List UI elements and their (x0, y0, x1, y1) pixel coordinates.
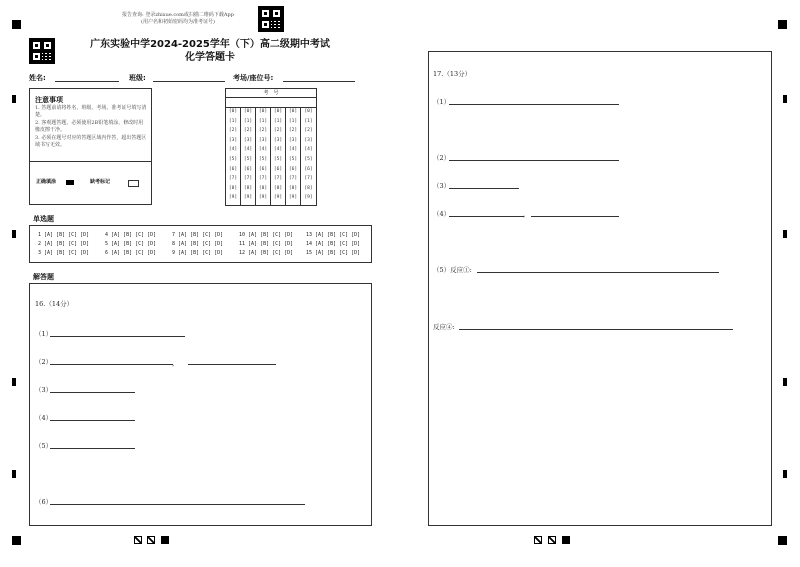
q17-part-4-blank-b[interactable] (531, 216, 619, 217)
page-title-line2: 化学答题卡 (185, 52, 235, 63)
exam-digit-bubble[interactable]: [6] (228, 166, 238, 172)
app-qr-code (258, 6, 284, 32)
timing-mark (12, 95, 16, 103)
exam-digit-bubble[interactable]: [6] (304, 166, 313, 172)
single-choice-question[interactable]: 6 [A] [B] [C] [D] (105, 250, 157, 256)
timing-mark (783, 230, 787, 238)
single-choice-question[interactable]: 3 [A] [B] [C] [D] (38, 250, 90, 256)
exam-digit-bubble[interactable]: [1] (304, 118, 313, 124)
exam-number-column (271, 107, 286, 205)
single-choice-question[interactable]: 13 [A] [B] [C] [D] (306, 232, 361, 238)
q16-part-3-blank[interactable] (50, 392, 135, 393)
exam-digit-bubble[interactable]: [2] (304, 128, 313, 134)
page-code-mark (562, 536, 570, 544)
registration-mark (12, 536, 21, 545)
exam-digit-bubble[interactable]: [3] (258, 137, 268, 143)
exam-digit-bubble[interactable]: [9] (228, 195, 238, 201)
q16-part-2-blank-b[interactable] (188, 364, 276, 365)
exam-digit-bubble[interactable]: [5] (228, 156, 238, 162)
exam-digit-bubble[interactable]: [9] (304, 195, 313, 201)
notice-item: 2. 客观题答题，必须使用2B铅笔填涂，修改时用橡皮擦干净。 (35, 120, 144, 133)
exam-digit-bubble[interactable]: [5] (243, 156, 253, 162)
exam-digit-bubble[interactable]: [0] (243, 109, 253, 114)
page-code-mark (548, 536, 556, 544)
single-choice-row (38, 250, 368, 259)
exam-digit-bubble[interactable]: [2] (228, 128, 238, 134)
timing-mark (783, 95, 787, 103)
q17-part-1-blank[interactable] (449, 104, 619, 105)
room-seat-field[interactable] (283, 81, 355, 82)
q16-part-1-label: （1） (35, 330, 53, 338)
single-choice-question[interactable]: 15 [A] [B] [C] [D] (306, 250, 361, 256)
exam-digit-bubble[interactable]: [3] (288, 137, 298, 143)
exam-digit-bubble[interactable]: [7] (258, 176, 268, 182)
exam-digit-bubble[interactable]: [0] (273, 109, 283, 114)
single-choice-question[interactable]: 1 [A] [B] [C] [D] (38, 232, 90, 238)
exam-digit-bubble[interactable]: [8] (273, 185, 283, 191)
exam-digit-bubble[interactable]: [5] (288, 156, 298, 162)
exam-digit-bubble[interactable]: [0] (228, 109, 238, 114)
report-notice-line2: (用户名和初始密码均为准考证号) (141, 19, 215, 25)
exam-digit-bubble[interactable]: [7] (243, 176, 253, 182)
sheet-qr-code (29, 38, 55, 64)
name-field[interactable] (55, 81, 119, 82)
q16-part-4-blank[interactable] (50, 420, 135, 421)
exam-number-column (286, 107, 301, 205)
exam-digit-bubble[interactable]: [8] (228, 185, 238, 191)
report-notice (108, 12, 248, 26)
q16-part-3-label: （3） (35, 386, 53, 394)
page-title-line1: 广东实验中学2024-2025学年（下）高二级期中考试 (90, 39, 330, 50)
exam-number-columns (226, 107, 316, 205)
q16-part-2-label: （2） (35, 358, 53, 366)
q17-reaction4-label: 反应④: (433, 323, 455, 331)
exam-digit-bubble[interactable]: [6] (243, 166, 253, 172)
exam-digit-bubble[interactable]: [4] (258, 147, 268, 153)
exam-digit-bubble[interactable]: [0] (258, 109, 268, 114)
q17-part-5-blank[interactable] (477, 272, 719, 273)
registration-mark (778, 536, 787, 545)
exam-digit-bubble[interactable]: [2] (258, 128, 268, 134)
exam-digit-bubble[interactable]: [4] (304, 147, 313, 153)
exam-digit-bubble[interactable]: [2] (243, 128, 253, 134)
notice-heading: 注意事项 (35, 96, 63, 104)
page-code-mark (161, 536, 169, 544)
registration-mark (778, 20, 787, 29)
q17-answer-box (428, 51, 772, 526)
exam-digit-bubble[interactable]: [7] (288, 176, 298, 182)
q17-part-4-blank-a[interactable] (449, 216, 524, 217)
room-seat-label: 考场/座位号: (233, 74, 274, 82)
exam-digit-bubble[interactable]: [9] (288, 195, 298, 201)
absent-mark-label: 缺考标记 (90, 179, 111, 185)
exam-digit-bubble[interactable]: [7] (273, 176, 283, 182)
single-choice-question[interactable]: 14 [A] [B] [C] [D] (306, 241, 361, 247)
exam-digit-bubble[interactable]: [1] (228, 118, 238, 124)
exam-digit-bubble[interactable]: [4] (288, 147, 298, 153)
exam-digit-bubble[interactable]: [9] (273, 195, 283, 201)
q16-part-5-label: （5） (35, 442, 53, 450)
exam-digit-bubble[interactable]: [9] (258, 195, 268, 201)
q17-part-2-label: （2） (433, 154, 451, 162)
single-choice-question[interactable]: 4 [A] [B] [C] [D] (105, 232, 157, 238)
single-choice-grid (38, 232, 368, 259)
exam-digit-bubble[interactable]: [2] (273, 128, 283, 134)
q16-answer-box (29, 283, 372, 526)
correct-fill-label: 正确填涂 (36, 179, 57, 185)
class-label: 班级: (129, 74, 146, 82)
exam-digit-bubble[interactable]: [1] (243, 118, 253, 124)
single-choice-question[interactable]: 2 [A] [B] [C] [D] (38, 241, 90, 247)
exam-number-column (256, 107, 271, 205)
exam-digit-bubble[interactable]: [3] (228, 137, 238, 143)
q17-part-4-label: （4） (433, 210, 451, 218)
timing-mark (12, 470, 16, 478)
page-code-mark (134, 536, 142, 544)
exam-digit-bubble[interactable]: [7] (228, 176, 238, 182)
notice-list (35, 105, 147, 149)
q16-part-2-comma: ， (172, 359, 179, 367)
exam-digit-bubble[interactable]: [3] (304, 137, 313, 143)
class-field[interactable] (153, 81, 225, 82)
exam-number-column (241, 107, 256, 205)
exam-digit-bubble[interactable]: [1] (273, 118, 283, 124)
exam-digit-bubble[interactable]: [8] (258, 185, 268, 191)
q16-part-4-label: （4） (35, 414, 53, 422)
q16-title: 16.（14分） (35, 300, 74, 308)
notice-item: 3. 必须在题号对应的答题区域内作答，超出答题区域书写无效。 (35, 135, 147, 148)
exam-digit-bubble[interactable]: [9] (243, 195, 253, 201)
exam-digit-bubble[interactable]: [4] (243, 147, 253, 153)
exam-digit-bubble[interactable]: [4] (273, 147, 283, 153)
name-label: 姓名: (29, 74, 46, 82)
q17-part-4-comma: ， (523, 210, 530, 218)
single-choice-row (38, 232, 368, 241)
exam-digit-bubble[interactable]: [5] (273, 156, 283, 162)
q17-part-3-label: （3） (433, 182, 451, 190)
single-choice-question[interactable]: 9 [A] [B] [C] [D] (172, 250, 224, 256)
timing-mark (783, 378, 787, 386)
absent-mark-checkbox[interactable] (128, 180, 139, 187)
exam-digit-bubble[interactable]: [6] (288, 166, 298, 172)
q16-part-6-label: （6） (35, 498, 53, 506)
page-code-mark (534, 536, 542, 544)
exam-digit-bubble[interactable]: [0] (304, 109, 313, 114)
q16-part-6-blank[interactable] (50, 504, 305, 505)
exam-number-column (301, 107, 316, 205)
q17-title: 17.（13分） (433, 70, 472, 78)
exam-number-header: 考 号 (226, 89, 316, 98)
exam-digit-bubble[interactable]: [2] (288, 128, 298, 134)
exam-digit-bubble[interactable]: [3] (273, 137, 283, 143)
single-choice-heading: 单选题 (33, 215, 54, 223)
exam-digit-bubble[interactable]: [8] (288, 185, 298, 191)
exam-digit-bubble[interactable]: [5] (304, 156, 313, 162)
page-title (80, 38, 340, 64)
q16-part-1-blank[interactable] (50, 336, 185, 337)
page-code-mark (147, 536, 155, 544)
exam-digit-bubble[interactable]: [1] (288, 118, 298, 124)
exam-digit-bubble[interactable]: [8] (304, 185, 313, 191)
q16-part-2-blank-a[interactable] (50, 364, 173, 365)
timing-mark (783, 470, 787, 478)
single-choice-question[interactable]: 7 [A] [B] [C] [D] (172, 232, 224, 238)
exam-digit-bubble[interactable]: [8] (243, 185, 253, 191)
exam-digit-bubble[interactable]: [6] (258, 166, 268, 172)
correct-fill-sample (66, 180, 74, 185)
q17-part-2-blank[interactable] (449, 160, 619, 161)
exam-digit-bubble[interactable]: [0] (288, 109, 298, 114)
report-notice-line1: 报告查询: 登录zhixue.com或扫描二维码下载App (122, 12, 234, 18)
single-choice-question[interactable]: 5 [A] [B] [C] [D] (105, 241, 157, 247)
exam-digit-bubble[interactable]: [7] (304, 176, 313, 182)
q16-part-5-blank[interactable] (50, 448, 135, 449)
exam-digit-bubble[interactable]: [1] (258, 118, 268, 124)
notice-item: 1. 答题前请将姓名、班级、考场、准考证号填写清楚。 (35, 105, 147, 118)
single-choice-box (29, 225, 372, 263)
notice-box (29, 88, 152, 205)
exam-number-column (226, 107, 241, 205)
single-choice-question[interactable]: 8 [A] [B] [C] [D] (172, 241, 224, 247)
exam-number-grid (225, 88, 317, 206)
exam-digit-bubble[interactable]: [4] (228, 147, 238, 153)
q17-part-1-label: （1） (433, 98, 451, 106)
exam-digit-bubble[interactable]: [3] (243, 137, 253, 143)
single-choice-question[interactable]: 11 [A] [B] [C] [D] (239, 241, 294, 247)
q17-part-5-label: （5）反应①: (433, 266, 472, 274)
registration-mark (12, 20, 21, 29)
single-choice-row (38, 241, 368, 250)
q17-reaction4-blank[interactable] (459, 329, 733, 330)
q17-part-3-blank[interactable] (449, 188, 519, 189)
single-choice-question[interactable]: 10 [A] [B] [C] [D] (239, 232, 294, 238)
answer-section-heading: 解答题 (33, 273, 54, 281)
timing-mark (12, 378, 16, 386)
single-choice-question[interactable]: 12 [A] [B] [C] [D] (239, 250, 294, 256)
exam-digit-bubble[interactable]: [6] (273, 166, 283, 172)
exam-digit-bubble[interactable]: [5] (258, 156, 268, 162)
timing-mark (12, 230, 16, 238)
